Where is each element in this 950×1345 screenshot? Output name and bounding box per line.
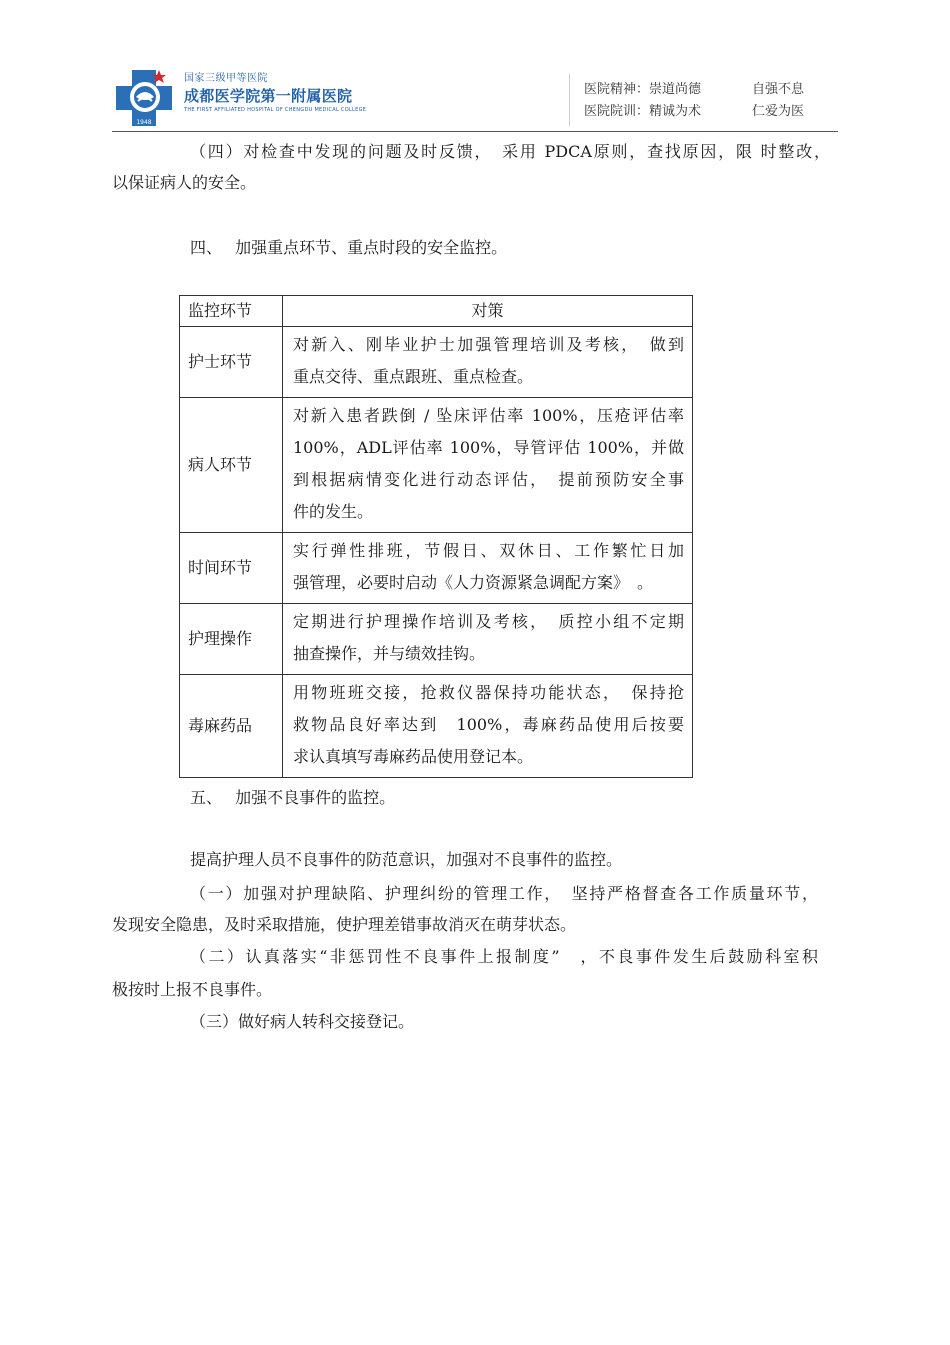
table-header-cell: 监控环节 <box>180 296 283 327</box>
paragraph-line: （一）加强对护理缺陷、护理纠纷的管理工作， 坚持严格督查各工作质量环节， <box>190 884 818 903</box>
table-row-label: 护理操作 <box>180 604 283 675</box>
table-row-label: 护士环节 <box>180 327 283 398</box>
cell-line: 用物班班交接，抢救仪器保持功能状态， 保持抢 <box>293 683 684 702</box>
cell-line: 抽查操作，并与绩效挂钩。 <box>293 644 486 663</box>
hospital-grade: 国家三级甲等医院 <box>184 73 268 84</box>
hospital-motto <box>569 74 838 126</box>
hospital-name-english: THE FIRST AFFILIATED HOSPITAL OF CHENGDU MEDICAL COLLEGE <box>184 107 367 113</box>
table-row <box>180 327 693 398</box>
table-header-cell: 对策 <box>283 296 693 327</box>
section-heading: 五、 加强不良事件的监控。 <box>190 788 396 807</box>
paragraph-line: （四）对检查中发现的问题及时反馈， 采用 PDCA原则，查找原因，限 时整改， <box>190 142 830 161</box>
page-header <box>112 66 838 132</box>
cell-line: 定期进行护理操作培训及考核， 质控小组不定期 <box>293 612 684 631</box>
cell-line: 对新入、刚毕业护士加强管理培训及考核， 做到 <box>293 335 684 354</box>
monitoring-table <box>179 295 693 778</box>
table-row-label: 毒麻药品 <box>180 675 283 778</box>
table-header-row <box>180 296 693 327</box>
table-row-content <box>283 327 693 398</box>
cell-line: 重点交待、重点跟班、重点检查。 <box>293 367 534 386</box>
hospital-logo-icon <box>112 66 176 130</box>
table-row <box>180 533 693 604</box>
motto-spirit-text: 医院精神：崇道尚德 <box>584 82 702 97</box>
cell-line: 件的发生。 <box>293 502 374 521</box>
table-row-content <box>283 398 693 533</box>
cell-line: 救物品良好率达到 100%，毒麻药品使用后按要 <box>293 715 684 734</box>
cell-line: 强管理，必要时启动《人力资源紧急调配方案》 。 <box>293 573 654 592</box>
hospital-name-block <box>184 72 366 114</box>
table-row <box>180 398 693 533</box>
table-row-label: 病人环节 <box>180 398 283 533</box>
section-heading: 四、 加强重点环节、重点时段的安全监控。 <box>190 238 508 257</box>
cell-line: 求认真填写毒麻药品使用登记本。 <box>293 747 534 766</box>
motto-row-creed <box>584 102 805 122</box>
table-row <box>180 675 693 778</box>
hospital-name: 成都医学院第一附属医院 <box>184 87 353 105</box>
paragraph-line: 以保证病人的安全。 <box>112 173 257 192</box>
cell-line: 100%，ADL评估率 100%，导管评估 100%，并做 <box>293 438 684 457</box>
motto-creed-text: 医院院训：精诚为术 <box>584 104 702 119</box>
paragraph-line: 极按时上报不良事件。 <box>112 980 273 999</box>
header-divider <box>112 131 838 132</box>
table-row-label: 时间环节 <box>180 533 283 604</box>
cell-line: 实行弹性排班，节假日、双休日、工作繁忙日加 <box>293 541 684 560</box>
paragraph-line: 发现安全隐患，及时采取措施，使护理差错事故消灭在萌芽状态。 <box>112 915 577 934</box>
motto-creed-text-2: 仁爱为医 <box>752 104 805 119</box>
paragraph-line: 提高护理人员不良事件的防范意识，加强对不良事件的监控。 <box>190 850 623 869</box>
paragraph-line: （三）做好病人转科交接登记。 <box>190 1012 415 1031</box>
cell-line: 到根据病情变化进行动态评估， 提前预防安全事 <box>293 470 684 489</box>
table-row-content <box>283 533 693 604</box>
table-row-content <box>283 675 693 778</box>
motto-spirit-text-2: 自强不息 <box>752 82 805 97</box>
cell-line: 对新入患者跌倒 / 坠床评估率 100%，压疮评估率 <box>293 406 684 425</box>
motto-row-spirit <box>584 80 805 100</box>
table-row-content <box>283 604 693 675</box>
table-row <box>180 604 693 675</box>
svg-text:1948: 1948 <box>136 119 152 126</box>
paragraph-line: （二）认真落实“非惩罚性不良事件上报制度” ，不良事件发生后鼓励科室积 <box>190 947 818 966</box>
